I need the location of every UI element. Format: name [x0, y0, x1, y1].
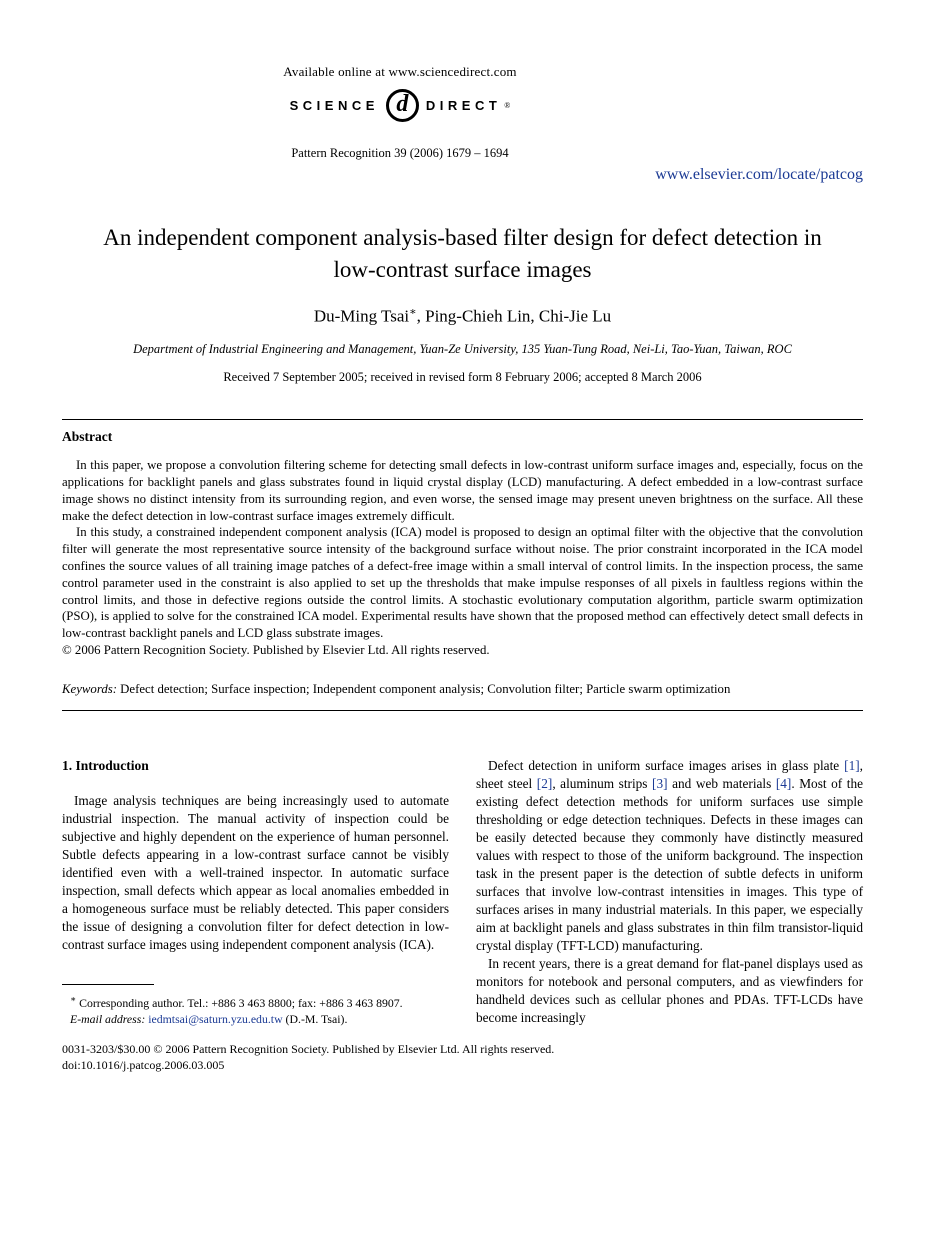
abstract-heading: Abstract	[62, 429, 113, 445]
intro-left-paragraph: Image analysis techniques are being increasingly used to automate industrial inspection. The manual activity of inspection could be subjective and highly dependent on the experience of human personnel. Subtle defects appearing in a low-contrast surface cannot be visibly identified even with a well-trained inspector. In automatic surface inspection, small defects which appear as local anomalies embedded in a homogeneous surface must be reliably detected. This paper considers the issue of designing a convolution filter for defect detection in low-contrast surface images using independent component analysis (ICA).	[62, 793, 449, 953]
abstract-paragraph-2: In this study, a constrained independent component analysis (ICA) model is proposed to design an optimal filter with the objective that the convolution filter will generate the most representative source intensity of the background surface without noise. The prior constraint incorporated in the ICA model confines the source values of all training image patches of a defect-free image within a small interval of control limits. In the inspection process, the same control parameter used in the constraint is also applied to set up the thresholds that make impulse responses of all pixels in faultless regions within the control limits, and those in defective regions outside the control limits. A stochastic evolutionary computation algorithm, particle swarm optimization (PSO), is applied to solve for the constrained ICA model. Experimental results have shown that the proposed method can effectively detect small defects in low-contrast backlight panels and LCD glass substrate images.	[62, 525, 863, 641]
footnote-rule	[62, 984, 154, 985]
email-link[interactable]: iedmtsai@saturn.yzu.edu.tw	[148, 1011, 283, 1026]
citation-link-4[interactable]: [4]	[775, 776, 792, 792]
email-suffix: (D.-M. Tsai).	[282, 1011, 348, 1026]
sciencedirect-logo	[190, 89, 610, 122]
registered-mark-icon: ®	[504, 101, 511, 110]
abstract-section	[62, 419, 863, 711]
authors-line	[62, 305, 863, 327]
logo-science-text: SCIENCE	[289, 98, 379, 113]
left-column	[62, 757, 449, 1027]
journal-header	[190, 64, 610, 161]
author-names-rest: , Ping-Chieh Lin, Chi-Jie Lu	[416, 307, 612, 327]
footnote-contact-text: Corresponding author. Tel.: +886 3 463 8800; fax: +886 3 463 8907.	[76, 996, 403, 1011]
journal-citation: Pattern Recognition 39 (2006) 1679 – 1694	[291, 146, 509, 160]
right-column	[476, 757, 863, 1027]
journal-url-link[interactable]: www.elsevier.com/locate/patcog	[655, 166, 863, 183]
text-segment: . Most of the existing defect detection methods for uniform surfaces use simple thresholding or edge detection techniques. Defects in these images can be easily detected because they commonly have distinctly measured values with respect to those of the uniform background. The inspection task in the present paper is the detection of subtle defects in uniform surfaces that involve low-contrast intensities in images. This type of surfaces arises in many industrial materials. In this paper, we especially aim at backlight panels and glass substrates in thin film transistor-liquid crystal display (TFT-LCD) manufacturing.	[476, 776, 863, 954]
author-name: Du-Ming Tsai	[313, 307, 410, 327]
doi-line: doi:10.1016/j.patcog.2006.03.005	[62, 1058, 225, 1073]
footnote-line-2	[62, 1012, 449, 1028]
citation-link-2[interactable]: [2]	[536, 776, 553, 792]
body-columns	[62, 757, 863, 1027]
text-segment: , sheet steel	[476, 758, 863, 792]
keywords-text: Defect detection; Surface inspection; Independent component analysis; Convolution filter; Particle swarm optimization	[116, 681, 731, 696]
email-label: E-mail address:	[70, 1011, 146, 1026]
abstract-paragraph-1: In this paper, we propose a convolution filtering scheme for detecting small defects in low-contrast uniform surface images and, especially, focus on the applications for backlight panels and glass substrates found in liquid crystal display (LCD) manufacturing. A defect embedded in a low-contrast surface image shows no distinct intensity from its surrounding region, and even worse, the sensed image may present uneven brightness on the surface. All these make the defect detection in low-contrast surface images extremely difficult.	[62, 458, 863, 523]
keywords-line	[62, 681, 863, 698]
text-segment: Defect detection in uniform surface images arises in glass plate	[488, 758, 845, 774]
footnote-line-1	[62, 992, 449, 1011]
intro-right-paragraph-2: In recent years, there is a great demand for flat-panel displays used as monitors for notebook and personal computers, and as viewfinders for handheld devices such as cellular phones and PDAs. TFT-LCDs have become increasingly	[476, 956, 863, 1026]
section-1-heading: 1. Introduction	[62, 758, 149, 774]
citation-link-3[interactable]: [3]	[652, 776, 668, 792]
text-segment: , aluminum strips	[552, 776, 653, 792]
keywords-label: Keywords:	[62, 681, 117, 696]
logo-d-letter: d	[396, 91, 409, 117]
issn-copyright-line: 0031-3203/$30.00 © 2006 Pattern Recognition Society. Published by Elsevier Ltd. All rights reserved.	[62, 1042, 555, 1057]
available-online-text: Available online at www.sciencedirect.com	[283, 64, 517, 79]
affiliation-line: Department of Industrial Engineering and Management, Yuan-Ze University, 135 Yuan-Tung Road, Nei-Li, Tao-Yuan, Taiwan, ROC	[133, 342, 792, 357]
logo-direct-text: DIRECT	[425, 98, 502, 113]
intro-right-paragraph-1	[476, 757, 863, 955]
paper-title: An independent component analysis-based filter design for defect detection in low-contrast surface images	[103, 225, 822, 282]
corresponding-author-marker: ∗	[409, 306, 417, 319]
received-dates-line: Received 7 September 2005; received in revised form 8 February 2006; accepted 8 March 2006	[223, 370, 702, 385]
page-footer	[62, 1041, 863, 1073]
sciencedirect-d-icon	[386, 89, 419, 122]
abstract-bottom-rule	[62, 710, 863, 711]
text-segment: and web materials	[667, 776, 776, 792]
journal-url-row	[62, 166, 863, 184]
corresponding-author-footnote	[62, 984, 449, 1027]
abstract-copyright-line: © 2006 Pattern Recognition Society. Published by Elsevier Ltd. All rights reserved.	[62, 642, 490, 657]
citation-link-1[interactable]: [1]	[844, 758, 860, 774]
footnote-marker: ∗	[70, 994, 77, 1005]
